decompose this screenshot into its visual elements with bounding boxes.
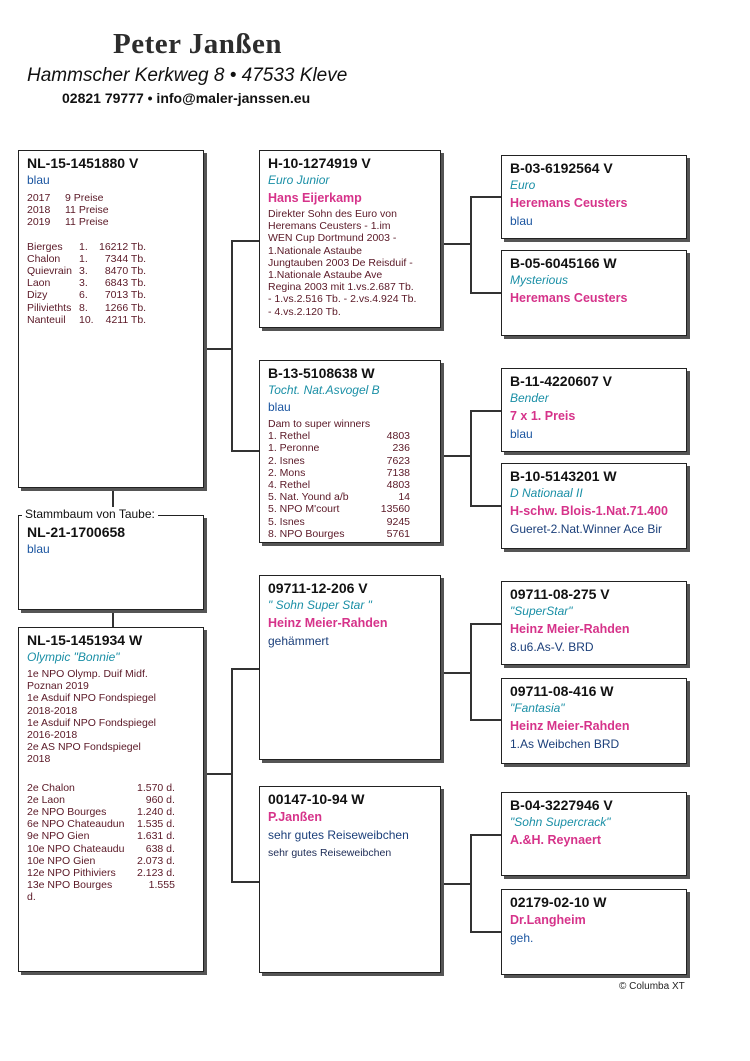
pigeon-name: Tocht. Nat.Asvogel B <box>268 383 380 397</box>
result-value: 7344 Tb. <box>104 252 147 265</box>
breeder: Heinz Meier-Rahden <box>268 616 388 630</box>
result-rank: 3. <box>79 265 88 278</box>
ring-number: B-03-6192564 V <box>510 160 613 176</box>
race-results <box>27 782 175 892</box>
note-line: Heremans Ceusters - 1.im <box>268 220 391 233</box>
breeder-name: Peter Janßen <box>113 28 282 60</box>
breeder: Hans Eijerkamp <box>268 191 362 205</box>
result-row <box>268 479 410 491</box>
pigeon-name: Euro Junior <box>268 173 330 187</box>
result-value: 5761 <box>386 527 410 540</box>
note-line: 2018 <box>27 753 51 766</box>
connector <box>470 196 501 198</box>
ring-number: NL-15-1451934 W <box>27 632 143 648</box>
result-place: 1. Rethel <box>268 430 311 443</box>
result-row <box>27 818 175 830</box>
connector <box>470 196 472 292</box>
result-place: 4. Rethel <box>268 479 311 492</box>
result-place: 5. Isnes <box>268 515 305 528</box>
breeder: Heinz Meier-Rahden <box>510 719 630 733</box>
connector <box>204 773 232 775</box>
ring-number: 00147-10-94 W <box>268 791 365 807</box>
note-line: 1.Nationale Astaube Ave <box>268 269 383 282</box>
result-value: 7138 <box>386 466 410 479</box>
connector <box>470 292 501 294</box>
great-grandparent-card[interactable] <box>501 368 687 452</box>
note-line: sehr gutes Reiseweibchen <box>268 828 409 842</box>
note-line: sehr gutes Reiseweibchen <box>268 847 392 859</box>
connector <box>441 672 471 674</box>
pigeon-color: blau <box>27 173 50 187</box>
ring-number: B-10-5143201 W <box>510 468 617 484</box>
result-place: 13e NPO Bourges <box>27 879 113 892</box>
pedigree-label: Stammbaum von Taube: <box>22 507 158 521</box>
note-line: Regina 2003 mit 1.vs.2.687 Tb. <box>268 281 414 294</box>
result-place: 2e Laon <box>27 793 65 806</box>
great-grandparent-card[interactable] <box>501 581 687 665</box>
result-place: 10e NPO Chateaudu <box>27 842 125 855</box>
result-place: Nanteuil <box>27 313 66 326</box>
result-value: 1.240 d. <box>137 806 175 819</box>
result-value: 638 d. <box>145 842 175 855</box>
ring-number: 09711-08-275 V <box>510 586 610 602</box>
breeder: Heremans Ceusters <box>510 196 628 210</box>
result-value: 7623 <box>386 454 410 467</box>
ring-number: B-04-3227946 V <box>510 797 613 813</box>
result-place: 1. Peronne <box>268 442 320 455</box>
result-value: 1.631 d. <box>137 830 175 843</box>
ring-number: 02179-02-10 W <box>510 894 607 910</box>
result-rank: 3. <box>79 277 88 290</box>
breeder: Heinz Meier-Rahden <box>510 622 630 636</box>
result-place: Chalon <box>27 252 61 265</box>
result-value: 14 <box>398 491 410 504</box>
note-line: 1e Asduif NPO Fondspiegel <box>27 692 156 705</box>
result-place: Quievrain <box>27 265 72 278</box>
pigeon-color: blau <box>27 542 50 556</box>
yearly-prizes <box>27 192 109 229</box>
connector <box>204 348 232 350</box>
result-value: 1266 Tb. <box>104 301 147 314</box>
grandsire-maternal-card[interactable] <box>259 575 441 760</box>
note-line: Direkter Sohn des Euro von <box>268 208 397 220</box>
ring-number: NL-15-1451880 V <box>27 155 139 171</box>
note-line: Jungtauben 2003 De Reisduif - <box>268 256 413 269</box>
result-value: 8470 Tb. <box>104 265 147 278</box>
mother-card[interactable] <box>18 627 204 972</box>
prize-row <box>27 192 109 204</box>
ring-number: 09711-12-206 V <box>268 580 368 596</box>
connector <box>470 623 501 625</box>
result-place: Bierges <box>27 240 63 253</box>
result-value: 6843 Tb. <box>104 277 147 290</box>
pigeon-color: blau <box>510 214 533 228</box>
note-line: 1e NPO Olymp. Duif Midf. <box>27 668 148 680</box>
pigeon-name: Olympic "Bonnie" <box>27 650 120 664</box>
result-rank: 6. <box>79 289 88 302</box>
result-place: 2. Isnes <box>268 454 305 467</box>
note-line: - 4.vs.2.120 Tb. <box>268 305 341 318</box>
prize-year: 2019 <box>27 216 51 229</box>
result-value: 4803 <box>386 430 410 443</box>
copyright: © Columba XT <box>619 981 685 992</box>
pigeon-color: blau <box>510 427 533 441</box>
note-line: 8.u6.As-V. BRD <box>510 640 594 654</box>
note-line: 2016-2018 <box>27 729 78 742</box>
result-place: 10e NPO Gien <box>27 854 96 867</box>
note-line: WEN Cup Dortmund 2003 - <box>268 232 397 245</box>
note-line: 1.Nationale Astaube <box>268 244 362 257</box>
pigeon-name: "Fantasia" <box>510 701 565 715</box>
result-row <box>27 302 146 314</box>
result-value: 16212 Tb. <box>99 240 147 253</box>
connector <box>470 505 501 507</box>
pigeon-name: "SuperStar" <box>510 604 573 618</box>
result-value: 960 d. <box>145 793 175 806</box>
connector <box>470 410 501 412</box>
result-place: 5. Nat. Yound a/b <box>268 491 349 504</box>
result-row <box>268 516 410 528</box>
granddam-maternal-card[interactable] <box>259 786 441 973</box>
result-row <box>27 867 175 879</box>
connector <box>231 450 259 452</box>
result-row <box>268 442 410 454</box>
breeder: Dr.Langheim <box>510 913 586 927</box>
result-place: 2e Chalon <box>27 781 75 794</box>
result-value: 9245 <box>386 515 410 528</box>
result-row <box>27 265 146 277</box>
result-value: 4211 Tb. <box>105 313 147 326</box>
prize-row <box>27 216 109 228</box>
connector <box>470 410 472 505</box>
breeder-address: Hammscher Kerkweg 8 • 47533 Kleve <box>27 65 348 86</box>
note-line: 2e AS NPO Fondspiegel <box>27 741 141 754</box>
ring-number: H-10-1274919 V <box>268 155 371 171</box>
connector <box>470 834 472 931</box>
result-row <box>27 241 146 253</box>
pigeon-name: Mysterious <box>510 273 569 287</box>
prize-count: 9 Preise <box>65 192 104 204</box>
result-row <box>268 467 410 479</box>
connector <box>441 455 471 457</box>
race-results <box>268 430 410 540</box>
pigeon-color: blau <box>268 400 291 414</box>
result-row <box>27 855 175 867</box>
prize-row <box>27 204 109 216</box>
result-place: 2e NPO Bourges <box>27 806 107 819</box>
result-place: 2. Mons <box>268 466 306 479</box>
result-row <box>27 277 146 289</box>
great-grandparent-card[interactable] <box>501 889 687 975</box>
breeder: A.&H. Reynaert <box>510 833 601 847</box>
result-row <box>27 289 146 301</box>
breeder: Heremans Ceusters <box>510 291 628 305</box>
result-place: 8. NPO Bourges <box>268 527 345 540</box>
connector <box>470 834 501 836</box>
great-grandparent-card[interactable] <box>501 678 687 764</box>
result-value: 1.570 d. <box>137 781 175 794</box>
ring-number: 09711-08-416 W <box>510 683 614 699</box>
note-line: Gueret-2.Nat.Winner Ace Bir <box>510 522 663 536</box>
connector <box>112 610 114 628</box>
ring-number: B-13-5108638 W <box>268 365 375 381</box>
pigeon-color: geh. <box>510 931 534 945</box>
result-place: 6e NPO Chateaudun <box>27 818 125 831</box>
connector <box>231 881 259 883</box>
note-line: 2018-2018 <box>27 704 78 717</box>
note-line: Poznan 2019 <box>27 680 89 693</box>
great-grandparent-card[interactable] <box>501 792 687 876</box>
breeder: P.Janßen <box>268 810 322 824</box>
result-value: 1.535 d. <box>137 818 175 831</box>
result-row <box>27 830 175 842</box>
note-line: 1e Asduif NPO Fondspiegel <box>27 716 156 729</box>
result-value: 2.073 d. <box>137 854 175 867</box>
result-value: 7013 Tb. <box>104 289 147 302</box>
prize-year: 2017 <box>27 192 51 204</box>
breeder: 7 x 1. Preis <box>510 409 576 423</box>
result-place: 12e NPO Pithiviers <box>27 867 116 880</box>
result-row <box>268 455 410 467</box>
race-results <box>27 241 146 326</box>
result-place: 5. NPO M'court <box>268 503 340 516</box>
note-line: - 1.vs.2.516 Tb. - 2.vs.4.924 Tb. <box>268 293 417 306</box>
connector <box>231 240 233 450</box>
grandsire-paternal-card[interactable] <box>259 150 441 328</box>
prize-count: 11 Preise <box>65 204 109 217</box>
result-value: 4803 <box>386 479 410 492</box>
description <box>268 208 432 318</box>
result-value: 13560 <box>380 503 410 516</box>
connector <box>441 243 471 245</box>
prize-year: 2018 <box>27 204 51 217</box>
result-place: Piliviethts <box>27 301 72 314</box>
ring-number: B-05-6045166 W <box>510 255 617 271</box>
great-grandparent-card[interactable] <box>501 155 687 239</box>
pigeon-name: Bender <box>510 391 549 405</box>
prize-count: 11 Preise <box>65 216 109 229</box>
pigeon-name: Euro <box>510 178 536 192</box>
result-row <box>268 528 410 540</box>
great-grandparent-card[interactable] <box>501 463 687 549</box>
result-rank: 8. <box>79 301 88 314</box>
granddam-paternal-card[interactable] <box>259 360 441 543</box>
result-row <box>27 843 175 855</box>
connector <box>231 668 233 881</box>
result-row <box>27 314 146 326</box>
connector <box>470 719 501 721</box>
note-line: 1.As Weibchen BRD <box>510 737 620 751</box>
result-row <box>268 430 410 442</box>
note-line: Dam to super winners <box>268 418 371 430</box>
result-row <box>268 491 410 503</box>
pigeon-name: "Sohn Supercrack" <box>510 815 611 829</box>
connector <box>231 668 259 670</box>
result-value: 236 <box>392 442 410 455</box>
breeder-contact: 02821 79777 • info@maler-janssen.eu <box>62 90 311 106</box>
connector <box>470 931 501 933</box>
result-value: 2.123 d. <box>137 867 175 880</box>
father-card[interactable] <box>18 150 204 488</box>
result-place: Laon <box>27 277 51 290</box>
pigeon-name: D Nationaal II <box>510 486 583 500</box>
ring-number: B-11-4220607 V <box>510 373 612 389</box>
great-grandparent-card[interactable] <box>501 250 687 336</box>
result-rank: 1. <box>79 252 88 265</box>
result-place: Dizy <box>27 289 48 302</box>
note-line: d. <box>27 891 36 904</box>
result-rank: 1. <box>79 240 88 253</box>
result-row <box>27 806 175 818</box>
result-row <box>268 503 410 515</box>
result-row <box>27 879 175 891</box>
connector <box>441 883 471 885</box>
pigeon-name: " Sohn Super Star " <box>268 598 372 612</box>
result-row <box>27 253 146 265</box>
result-value: 1.555 <box>148 879 175 892</box>
result-row <box>27 794 175 806</box>
achievements <box>27 668 195 766</box>
result-row <box>27 782 175 794</box>
ring-number: NL-21-1700658 <box>27 524 126 540</box>
result-place: 9e NPO Gien <box>27 830 90 843</box>
subject-card[interactable] <box>18 515 204 610</box>
result-rank: 10. <box>79 313 94 326</box>
connector <box>231 240 259 242</box>
note-line: gehämmert <box>268 634 329 648</box>
connector <box>470 623 472 719</box>
breeder: H-schw. Blois-1.Nat.71.400 <box>510 504 668 518</box>
